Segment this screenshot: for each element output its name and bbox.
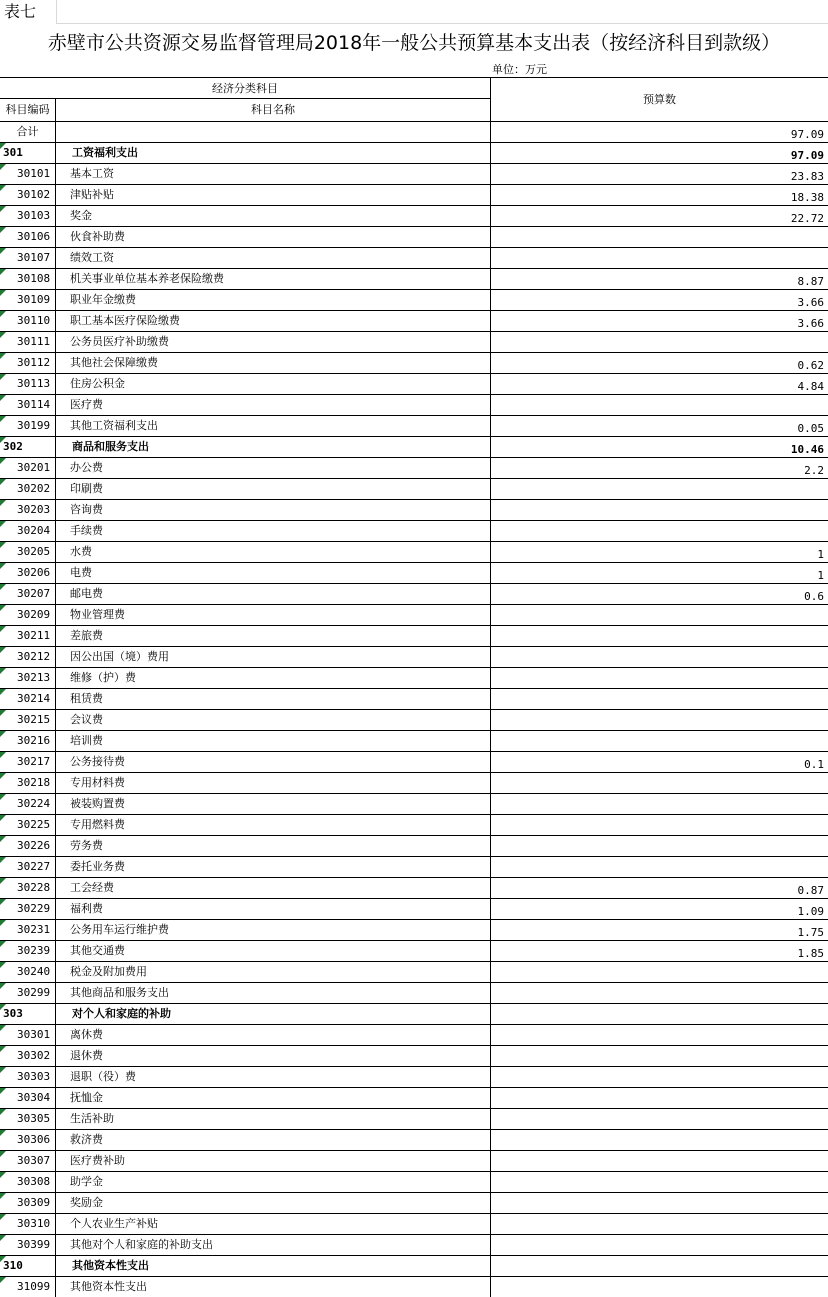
cell-comment-marker-icon <box>0 689 6 695</box>
row-amount <box>490 1235 828 1255</box>
cell-comment-marker-icon <box>0 1235 6 1241</box>
table-row <box>0 373 828 394</box>
row-code: 30225 <box>0 815 56 835</box>
cell-comment-marker-icon <box>0 311 6 317</box>
cell-comment-marker-icon <box>0 857 6 863</box>
row-amount <box>490 1151 828 1171</box>
row-amount: 1 <box>490 563 828 583</box>
row-code: 30307 <box>0 1151 56 1171</box>
header-amount: 预算数 <box>490 78 828 121</box>
row-amount <box>490 710 828 730</box>
row-name: 公务用车运行维护费 <box>70 923 169 936</box>
table-row <box>0 1192 828 1213</box>
budget-table <box>0 77 828 1297</box>
row-code: 30239 <box>0 941 56 961</box>
table-row <box>0 289 828 310</box>
table-row <box>0 583 828 604</box>
row-name: 租赁费 <box>70 692 103 705</box>
table-row <box>0 457 828 478</box>
row-amount <box>490 1025 828 1045</box>
row-name: 其他商品和服务支出 <box>70 986 169 999</box>
table-header <box>0 77 828 121</box>
row-code: 30102 <box>0 185 56 205</box>
row-name: 工资福利支出 <box>72 146 138 159</box>
row-amount: 1.85 <box>490 941 828 961</box>
row-name: 商品和服务支出 <box>72 440 149 453</box>
row-name: 其他社会保障缴费 <box>70 356 158 369</box>
row-amount <box>490 1004 828 1024</box>
row-name: 救济费 <box>70 1133 103 1146</box>
row-name: 因公出国（境）费用 <box>70 650 169 663</box>
row-name: 培训费 <box>70 734 103 747</box>
table-row <box>0 898 828 919</box>
row-name: 咨询费 <box>70 503 103 516</box>
table-row <box>0 1087 828 1108</box>
table-row <box>0 1108 828 1129</box>
row-code: 30309 <box>0 1193 56 1213</box>
cell-comment-marker-icon <box>0 395 6 401</box>
cell-comment-marker-icon <box>0 626 6 632</box>
row-code: 30304 <box>0 1088 56 1108</box>
row-name: 公务员医疗补助缴费 <box>70 335 169 348</box>
row-code: 30111 <box>0 332 56 352</box>
row-amount <box>490 626 828 646</box>
row-code: 30229 <box>0 899 56 919</box>
row-code: 30305 <box>0 1109 56 1129</box>
cell-comment-marker-icon <box>0 1214 6 1220</box>
row-code: 30205 <box>0 542 56 562</box>
cell-comment-marker-icon <box>0 794 6 800</box>
row-name: 职业年金缴费 <box>70 293 136 306</box>
row-amount: 4.84 <box>490 374 828 394</box>
cell-comment-marker-icon <box>0 542 6 548</box>
row-name: 委托业务费 <box>70 860 125 873</box>
row-code: 310 <box>0 1256 56 1276</box>
cell-comment-marker-icon <box>0 605 6 611</box>
row-amount <box>490 479 828 499</box>
table-row <box>0 352 828 373</box>
cell-comment-marker-icon <box>0 899 6 905</box>
cell-comment-marker-icon <box>0 374 6 380</box>
row-amount: 2.2 <box>490 458 828 478</box>
row-code: 30110 <box>0 311 56 331</box>
row-name: 福利费 <box>70 902 103 915</box>
table-row <box>0 163 828 184</box>
row-name: 助学金 <box>70 1175 103 1188</box>
table-row <box>0 604 828 625</box>
cell-comment-marker-icon <box>0 458 6 464</box>
row-code: 30226 <box>0 836 56 856</box>
row-code: 30107 <box>0 248 56 268</box>
table-row <box>0 184 828 205</box>
row-code: 30301 <box>0 1025 56 1045</box>
cell-comment-marker-icon <box>0 269 6 275</box>
cell-comment-marker-icon <box>0 1256 6 1262</box>
row-amount <box>490 605 828 625</box>
table-row <box>0 709 828 730</box>
table-body <box>0 121 828 1297</box>
row-amount <box>490 731 828 751</box>
row-amount: 0.6 <box>490 584 828 604</box>
row-amount: 0.62 <box>490 353 828 373</box>
row-amount: 1 <box>490 542 828 562</box>
row-code: 30240 <box>0 962 56 982</box>
row-amount <box>490 521 828 541</box>
table-row <box>0 478 828 499</box>
table-row <box>0 247 828 268</box>
row-amount <box>490 1130 828 1150</box>
row-name: 水费 <box>70 545 92 558</box>
cell-comment-marker-icon <box>0 563 6 569</box>
table-row <box>0 310 828 331</box>
row-code: 30310 <box>0 1214 56 1234</box>
table-row <box>0 982 828 1003</box>
cell-comment-marker-icon <box>0 164 6 170</box>
table-row <box>0 730 828 751</box>
cell-comment-marker-icon <box>0 227 6 233</box>
cell-comment-marker-icon <box>0 668 6 674</box>
cell-comment-marker-icon <box>0 290 6 296</box>
row-code: 302 <box>0 437 56 457</box>
table-row <box>0 793 828 814</box>
row-amount <box>490 1193 828 1213</box>
table-row <box>0 1276 828 1297</box>
row-code: 30109 <box>0 290 56 310</box>
row-name: 抚恤金 <box>70 1091 103 1104</box>
row-code: 30306 <box>0 1130 56 1150</box>
table-row <box>0 1003 828 1024</box>
cell-comment-marker-icon <box>0 1277 6 1283</box>
table-row <box>0 919 828 940</box>
row-code: 30203 <box>0 500 56 520</box>
row-amount: 97.09 <box>490 143 828 163</box>
row-amount: 22.72 <box>490 206 828 226</box>
row-code: 30224 <box>0 794 56 814</box>
row-amount: 18.38 <box>490 185 828 205</box>
table-row <box>0 625 828 646</box>
cell-comment-marker-icon <box>0 479 6 485</box>
row-amount: 3.66 <box>490 290 828 310</box>
row-code: 30216 <box>0 731 56 751</box>
row-name: 医疗费 <box>70 398 103 411</box>
row-code: 30206 <box>0 563 56 583</box>
cell-comment-marker-icon <box>0 1193 6 1199</box>
table-row <box>0 1129 828 1150</box>
table-row <box>0 121 828 142</box>
row-code: 30399 <box>0 1235 56 1255</box>
row-name: 邮电费 <box>70 587 103 600</box>
row-name: 机关事业单位基本养老保险缴费 <box>70 272 224 285</box>
table-row <box>0 1234 828 1255</box>
row-amount <box>490 332 828 352</box>
row-amount <box>490 1067 828 1087</box>
cell-comment-marker-icon <box>0 416 6 422</box>
row-amount <box>490 1214 828 1234</box>
row-amount: 97.09 <box>490 122 828 142</box>
row-amount: 23.83 <box>490 164 828 184</box>
row-amount <box>490 983 828 1003</box>
table-row <box>0 1255 828 1276</box>
row-name: 手续费 <box>70 524 103 537</box>
row-name: 退休费 <box>70 1049 103 1062</box>
row-name: 印刷费 <box>70 482 103 495</box>
row-amount <box>490 1256 828 1276</box>
sheet-tag: 表七 <box>4 2 37 21</box>
row-amount <box>490 857 828 877</box>
row-amount <box>490 647 828 667</box>
header-group-label: 经济分类科目 <box>0 78 490 99</box>
cell-comment-marker-icon <box>0 962 6 968</box>
table-row <box>0 520 828 541</box>
row-name: 工会经费 <box>70 881 114 894</box>
row-amount: 8.87 <box>490 269 828 289</box>
row-amount: 0.05 <box>490 416 828 436</box>
row-amount <box>490 815 828 835</box>
cell-comment-marker-icon <box>0 1025 6 1031</box>
row-name: 伙食补助费 <box>70 230 125 243</box>
row-name: 其他资本性支出 <box>70 1280 147 1293</box>
table-row <box>0 814 828 835</box>
table-row <box>0 772 828 793</box>
row-name: 基本工资 <box>70 167 114 180</box>
cell-comment-marker-icon <box>0 1004 6 1010</box>
row-name: 个人农业生产补贴 <box>70 1217 158 1230</box>
row-amount <box>490 248 828 268</box>
row-name <box>56 122 490 142</box>
cell-comment-marker-icon <box>0 353 6 359</box>
cell-comment-marker-icon <box>0 1046 6 1052</box>
cell-comment-marker-icon <box>0 185 6 191</box>
row-code: 30201 <box>0 458 56 478</box>
table-row <box>0 835 828 856</box>
table-row <box>0 541 828 562</box>
row-amount <box>490 1277 828 1297</box>
row-code: 30211 <box>0 626 56 646</box>
row-code: 30213 <box>0 668 56 688</box>
row-code: 30108 <box>0 269 56 289</box>
table-row <box>0 142 828 163</box>
row-code: 30218 <box>0 773 56 793</box>
row-amount <box>490 395 828 415</box>
row-name: 维修（护）费 <box>70 671 136 684</box>
table-row <box>0 751 828 772</box>
row-code: 30231 <box>0 920 56 940</box>
table-row <box>0 688 828 709</box>
row-code: 30113 <box>0 374 56 394</box>
cell-comment-marker-icon <box>0 1130 6 1136</box>
row-code: 30299 <box>0 983 56 1003</box>
row-code: 30106 <box>0 227 56 247</box>
table-row <box>0 877 828 898</box>
row-code: 30217 <box>0 752 56 772</box>
cell-comment-marker-icon <box>0 521 6 527</box>
row-code: 30215 <box>0 710 56 730</box>
row-amount <box>490 1172 828 1192</box>
row-name: 物业管理费 <box>70 608 125 621</box>
row-code: 30101 <box>0 164 56 184</box>
row-name: 公务接待费 <box>70 755 125 768</box>
cell-comment-marker-icon <box>0 143 6 149</box>
table-row <box>0 394 828 415</box>
table-row <box>0 856 828 877</box>
row-name: 对个人和家庭的补助 <box>72 1007 171 1020</box>
cell-comment-marker-icon <box>0 1172 6 1178</box>
row-amount <box>490 773 828 793</box>
cell-comment-marker-icon <box>0 878 6 884</box>
row-name: 其他交通费 <box>70 944 125 957</box>
row-name: 电费 <box>70 566 92 579</box>
row-code: 30204 <box>0 521 56 541</box>
cell-comment-marker-icon <box>0 815 6 821</box>
cell-comment-marker-icon <box>0 584 6 590</box>
row-code: 30308 <box>0 1172 56 1192</box>
row-name: 专用燃料费 <box>70 818 125 831</box>
table-row <box>0 226 828 247</box>
row-name: 税金及附加费用 <box>70 965 147 978</box>
cell-comment-marker-icon <box>0 773 6 779</box>
cell-comment-marker-icon <box>0 1151 6 1157</box>
row-amount: 3.66 <box>490 311 828 331</box>
cell-comment-marker-icon <box>0 248 6 254</box>
row-code: 30207 <box>0 584 56 604</box>
row-name: 被装购置费 <box>70 797 125 810</box>
cell-comment-marker-icon <box>0 332 6 338</box>
table-row <box>0 415 828 436</box>
row-code: 303 <box>0 1004 56 1024</box>
row-amount <box>490 668 828 688</box>
cell-comment-marker-icon <box>0 710 6 716</box>
row-name: 奖金 <box>70 209 92 222</box>
row-name: 津贴补贴 <box>70 188 114 201</box>
row-amount <box>490 1109 828 1129</box>
cell-comment-marker-icon <box>0 836 6 842</box>
row-amount <box>490 794 828 814</box>
table-row <box>0 961 828 982</box>
row-code: 30209 <box>0 605 56 625</box>
row-name: 劳务费 <box>70 839 103 852</box>
row-code: 30228 <box>0 878 56 898</box>
row-code: 30227 <box>0 857 56 877</box>
table-row <box>0 1024 828 1045</box>
row-amount <box>490 962 828 982</box>
row-amount <box>490 1046 828 1066</box>
cell-comment-marker-icon <box>0 983 6 989</box>
table-row <box>0 1171 828 1192</box>
table-row <box>0 646 828 667</box>
row-code: 30214 <box>0 689 56 709</box>
row-name: 生活补助 <box>70 1112 114 1125</box>
row-code: 合计 <box>0 122 56 142</box>
row-name: 职工基本医疗保险缴费 <box>70 314 180 327</box>
row-name: 绩效工资 <box>70 251 114 264</box>
table-row <box>0 331 828 352</box>
table-row <box>0 940 828 961</box>
cell-comment-marker-icon <box>0 1109 6 1115</box>
row-amount: 0.87 <box>490 878 828 898</box>
header-name: 科目名称 <box>251 103 295 116</box>
cell-comment-marker-icon <box>0 500 6 506</box>
row-code: 30303 <box>0 1067 56 1087</box>
table-row <box>0 205 828 226</box>
row-amount: 10.46 <box>490 437 828 457</box>
table-row <box>0 1213 828 1234</box>
row-name: 其他资本性支出 <box>72 1259 149 1272</box>
row-code: 30103 <box>0 206 56 226</box>
cell-comment-marker-icon <box>0 437 6 443</box>
row-code: 30302 <box>0 1046 56 1066</box>
row-name: 退职（役）费 <box>70 1070 136 1083</box>
row-name: 奖励金 <box>70 1196 103 1209</box>
table-row <box>0 562 828 583</box>
row-amount <box>490 836 828 856</box>
table-row <box>0 1066 828 1087</box>
page-title: 赤壁市公共资源交易监督管理局2018年一般公共预算基本支出表（按经济科目到款级） <box>47 32 781 54</box>
cell-comment-marker-icon <box>0 920 6 926</box>
row-amount <box>490 227 828 247</box>
row-code: 30114 <box>0 395 56 415</box>
row-code: 30199 <box>0 416 56 436</box>
row-code: 30212 <box>0 647 56 667</box>
cell-comment-marker-icon <box>0 647 6 653</box>
cell-comment-marker-icon <box>0 206 6 212</box>
row-code: 31099 <box>0 1277 56 1297</box>
row-name: 其他工资福利支出 <box>70 419 158 432</box>
row-name: 医疗费补助 <box>70 1154 125 1167</box>
table-row <box>0 499 828 520</box>
row-amount: 0.1 <box>490 752 828 772</box>
table-row <box>0 436 828 457</box>
row-code: 301 <box>0 143 56 163</box>
cell-comment-marker-icon <box>0 1088 6 1094</box>
row-code: 30112 <box>0 353 56 373</box>
row-amount: 1.09 <box>490 899 828 919</box>
row-code: 30202 <box>0 479 56 499</box>
row-name: 办公费 <box>70 461 103 474</box>
sheet-header-cell <box>56 0 828 24</box>
row-name: 离休费 <box>70 1028 103 1041</box>
row-name: 其他对个人和家庭的补助支出 <box>70 1238 213 1251</box>
cell-comment-marker-icon <box>0 941 6 947</box>
cell-comment-marker-icon <box>0 731 6 737</box>
header-code: 科目编码 <box>0 99 56 121</box>
table-row <box>0 1045 828 1066</box>
row-amount <box>490 689 828 709</box>
table-row <box>0 667 828 688</box>
row-amount: 1.75 <box>490 920 828 940</box>
row-name: 专用材料费 <box>70 776 125 789</box>
table-row <box>0 268 828 289</box>
cell-comment-marker-icon <box>0 1067 6 1073</box>
table-row <box>0 1150 828 1171</box>
cell-comment-marker-icon <box>0 752 6 758</box>
row-name: 住房公积金 <box>70 377 125 390</box>
row-amount <box>490 500 828 520</box>
unit-label: 单位：万元 <box>492 63 547 76</box>
row-name: 会议费 <box>70 713 103 726</box>
row-name: 差旅费 <box>70 629 103 642</box>
row-amount <box>490 1088 828 1108</box>
